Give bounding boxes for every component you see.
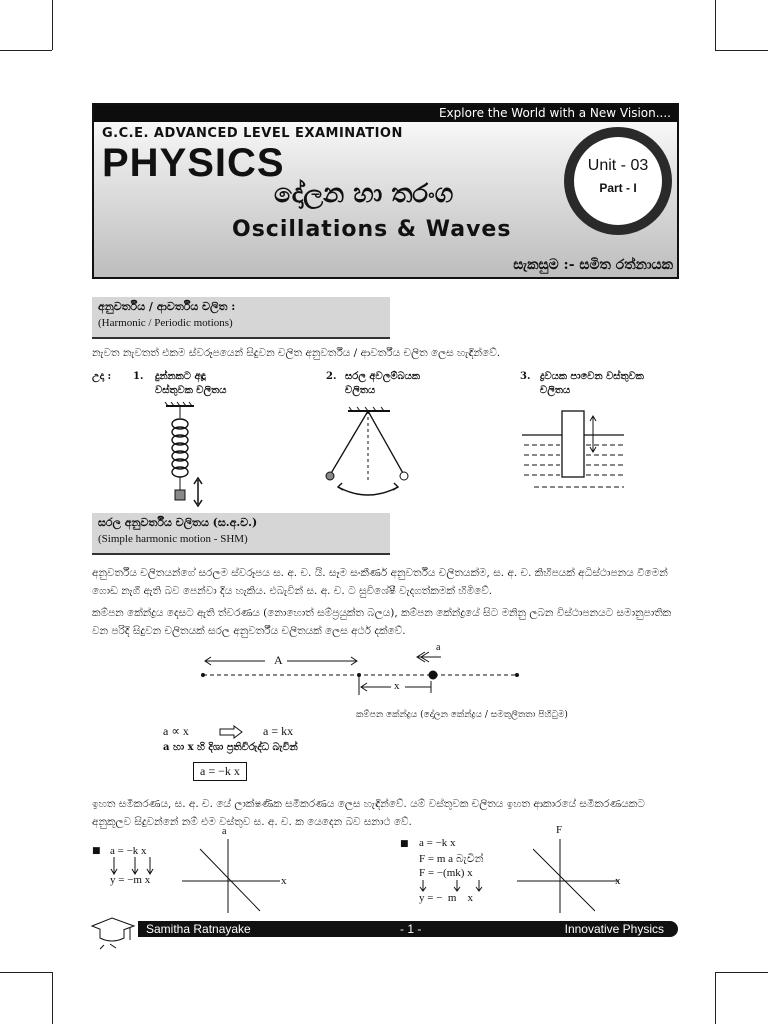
shm-equation-box: a = −k x: [193, 762, 247, 781]
crop-mark: [715, 0, 716, 50]
author-credit: සැකසුම :- සමිත රත්නායක: [513, 257, 673, 273]
crop-mark: [715, 972, 716, 1024]
section-title-en: (Harmonic / Periodic motions): [98, 317, 233, 329]
spring-figure: [150, 400, 220, 510]
example-2-label: සරල අවලම්බයක චලිතය: [345, 371, 420, 396]
left-eq-arrows: [110, 855, 160, 877]
section-title-si: අනුවර්තීය / ආවර්තීය චලිත :: [98, 300, 236, 313]
left-graph: [180, 835, 280, 915]
right-graph: [515, 835, 620, 915]
shm-paragraph-3: ඉහත සමීකරණය, ස. අ. ච. යේ ලාක්ෂණික සමීකරණය ලෙස හැඳින්වේ. යම් වස්තුවක චලිතය ඉහත ආකාරයේ සමීකරණයකට අනුකූලව සිදුවන්නේ නම් එම වස්තුව ස. අ. ච. ක යෙදෙන බව සනාථ වේ.: [92, 798, 645, 828]
crop-mark: [52, 0, 53, 50]
unit-label: Unit - 03: [587, 157, 649, 174]
left-eq-2: y = −m x: [110, 874, 151, 886]
crop-mark: [52, 972, 53, 1024]
footer-author: Samitha Ratnayake: [146, 922, 251, 936]
floating-body-figure: [520, 405, 630, 497]
intro-paragraph: නැවත නැවතත් එකම ස්වරූපයෙන් සිදුවන චලිත අනුවර්තීය / ආවර්තීය චලිත ලෙස හැඳින්වේ.: [92, 347, 501, 359]
topic-english: Oscillations & Waves: [232, 217, 512, 242]
example-label: උදා :: [92, 371, 112, 382]
section-title-si: සරල අනුවර්තීය චලිතය (ස.අ.ච.): [98, 516, 258, 529]
graduation-cap-icon: [90, 912, 138, 950]
left-graph-x-label: x: [281, 875, 287, 887]
right-eq-4: y = − m x: [419, 892, 473, 904]
displacement-label: x: [394, 680, 400, 692]
example-num: 2.: [326, 371, 337, 382]
crop-mark: [0, 50, 52, 51]
linear-equation: a = kx: [263, 724, 294, 738]
amplitude-label: A: [274, 653, 283, 667]
page-number: - 1 -: [400, 922, 422, 936]
displacement-diagram: [195, 645, 525, 695]
example-3-label: ද්‍රවයක පාවෙන වස්තුවක චලිතය: [540, 371, 644, 396]
right-eq-1: a = −k x: [419, 837, 456, 849]
crop-mark: [715, 972, 768, 973]
proportional-equation: a ∝ x: [163, 724, 189, 738]
left-graph-y-label: a: [222, 826, 227, 837]
unit-badge: [564, 127, 672, 235]
opposite-direction-note: a හා x හි දිශා ප්‍රතිවිරුද්ධ බැවින්: [163, 742, 298, 753]
right-graph-x-label: x: [615, 875, 621, 887]
header-banner: [92, 103, 679, 279]
footer-bar: [138, 921, 678, 937]
crop-mark: [715, 50, 768, 51]
acceleration-label: a: [436, 642, 441, 653]
center-label: කම්පන කේන්ද්‍රය (දෝලන කේන්ද්‍රය / සමතුලිතතා පිහිටුම): [356, 710, 568, 720]
part-label: Part - I: [599, 181, 637, 195]
tagline: Explore the World with a New Vision....: [94, 105, 677, 122]
bullet-icon: ■: [92, 846, 101, 856]
section-heading-harmonic: [92, 297, 390, 339]
right-graph-y-label: F: [556, 824, 563, 836]
exam-title: G.C.E. ADVANCED LEVEL EXAMINATION: [102, 126, 403, 141]
example-num: 3.: [520, 371, 531, 382]
right-eq-3: F = −(mk) x: [419, 867, 473, 879]
topic-sinhala: දෝලන හා තරංග: [274, 179, 454, 209]
section-title-en: (Simple harmonic motion - SHM): [98, 533, 248, 545]
example-1-label: දුන්නකට අඳූ වස්තුවක චලිතය: [155, 371, 227, 396]
bullet-icon: ■: [400, 839, 409, 849]
right-eq-2: F = m a බැවින්: [419, 853, 484, 865]
pendulum-figure: [320, 405, 412, 500]
section-heading-shm: [92, 513, 390, 555]
crop-mark: [0, 972, 52, 973]
shm-paragraph-2: කම්පන කේන්ද්‍රය දෙසට ඇති ත්වරණය (නොහොත් සම්ප්‍රයුක්ත බලය), කම්පන කේන්ද්‍රයේ සිට මනිනු ලබන විස්ථාපනයට සමානුපාතික වන පරිදි සිදුවන චලිතයක් සරල අනුවර්තීය චලිතයක් ලෙස අර්ථ දක්වේ.: [92, 607, 672, 637]
right-eq-arrows: [419, 879, 489, 893]
footer-series: Innovative Physics: [564, 922, 664, 936]
left-eq-1: a = −k x: [110, 845, 147, 857]
subject-title: PHYSICS: [102, 141, 285, 185]
implies-arrow-icon: [218, 725, 244, 739]
example-num: 1.: [133, 371, 144, 382]
shm-paragraph-1: අනුවර්තීය චලිතයන්ගේ සරලම ස්වරූපය ස. අ. ච. යි. සෑම සංකීර්ණ අනුවර්තීය චලිතයක්ම, ස. අ. ච. කිහිපයක් අධිස්ථාපනය වීමෙන් ගොඩ නැගී ඇති බව පෙන්වා දිය හැකිය. එබැවින් ස. අ. ච. ට සුවිශේෂී වැදගත්කමක් හිමිවේ.: [92, 567, 668, 597]
